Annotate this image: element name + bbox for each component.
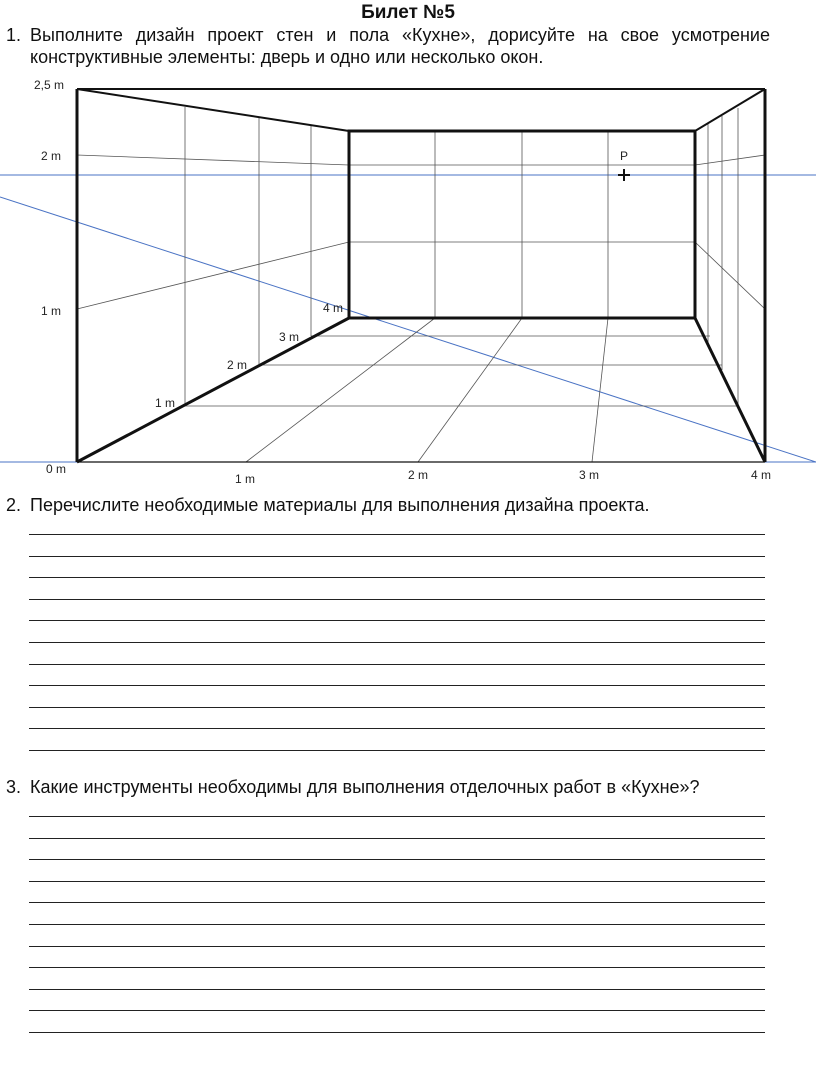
answer-line[interactable] xyxy=(29,1032,765,1033)
question-3-number: 3. xyxy=(6,777,22,797)
width-label: 4 m xyxy=(751,468,772,482)
ticket-title: Билет №5 xyxy=(361,2,455,23)
vanishing-point-label: P xyxy=(620,149,629,163)
answer-line[interactable] xyxy=(29,685,765,686)
answer-line[interactable] xyxy=(29,881,765,882)
depth-label: 2 m xyxy=(227,358,248,372)
answer-line[interactable] xyxy=(29,967,765,968)
question-2-number: 2. xyxy=(6,495,22,515)
answer-line[interactable] xyxy=(29,707,765,708)
depth-label: 4 m xyxy=(323,301,344,315)
question-2 xyxy=(6,494,650,516)
answer-line[interactable] xyxy=(29,664,765,665)
answer-line[interactable] xyxy=(29,859,765,860)
answer-line[interactable] xyxy=(29,728,765,729)
question-3-text: Какие инструменты необходимы для выполнения отделочных работ в «Кухне»? xyxy=(30,777,700,797)
width-label: 2 m xyxy=(408,468,429,482)
room-perspective-drawing xyxy=(0,0,816,490)
depth-label: 3 m xyxy=(279,330,300,344)
answer-line[interactable] xyxy=(29,902,765,903)
question-1-number: 1. xyxy=(6,25,22,45)
answer-line[interactable] xyxy=(29,556,765,557)
answer-line[interactable] xyxy=(29,924,765,925)
question-2-text: Перечислите необходимые материалы для выполнения дизайна проекта. xyxy=(30,495,650,515)
answer-line[interactable] xyxy=(29,642,765,643)
height-label: 0 m xyxy=(46,462,67,476)
answer-line[interactable] xyxy=(29,946,765,947)
answer-line[interactable] xyxy=(29,534,765,535)
question-1-text-line2: конструктивные элементы: дверь и одно или несколько окон. xyxy=(30,47,544,67)
answer-line[interactable] xyxy=(29,599,765,600)
depth-label: 1 m xyxy=(155,396,176,410)
question-1-text-line1: Выполните дизайн проект стен и пола «Кухне», дорисуйте на свое усмотрение xyxy=(30,25,770,45)
answer-line[interactable] xyxy=(29,1010,765,1011)
height-label: 1 m xyxy=(41,304,62,318)
width-label: 1 m xyxy=(235,472,256,486)
answer-line[interactable] xyxy=(29,577,765,578)
answer-line[interactable] xyxy=(29,838,765,839)
answer-line[interactable] xyxy=(29,750,765,751)
answer-line[interactable] xyxy=(29,989,765,990)
height-label: 2 m xyxy=(41,149,62,163)
height-label: 2,5 m xyxy=(34,78,65,92)
vanishing-point xyxy=(618,169,630,181)
width-label: 3 m xyxy=(579,468,600,482)
answer-line[interactable] xyxy=(29,620,765,621)
question-3 xyxy=(6,776,700,798)
answer-line[interactable] xyxy=(29,816,765,817)
